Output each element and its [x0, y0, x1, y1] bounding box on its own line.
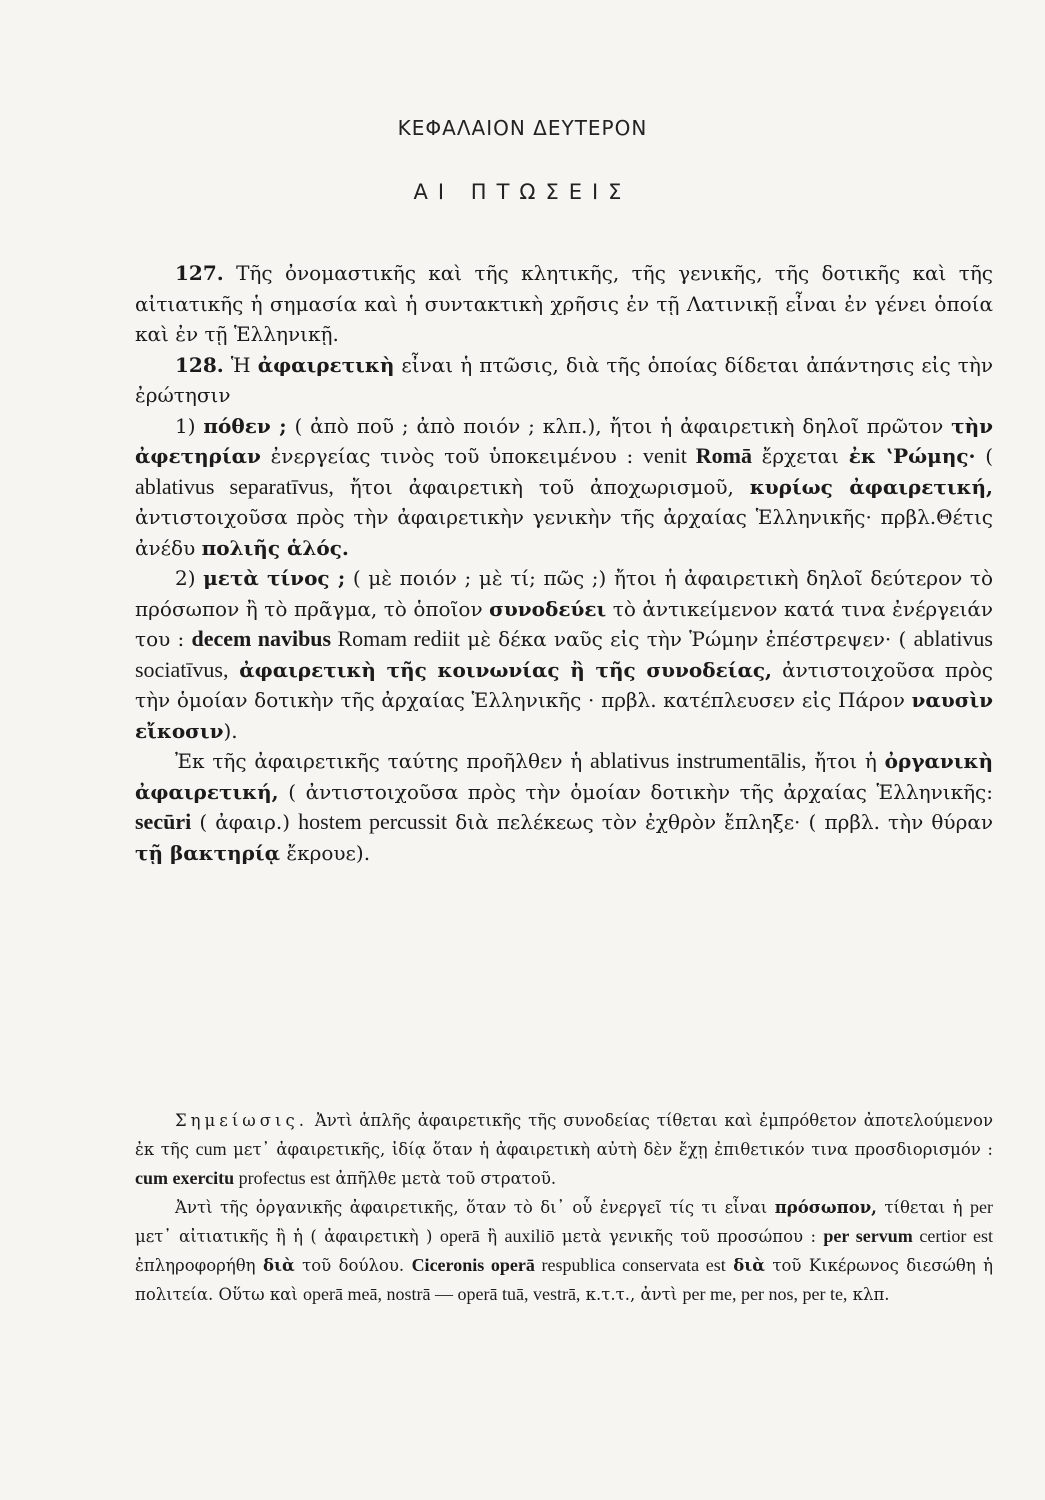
bold-term: ἐκ ʽΡώμης· [848, 444, 976, 468]
text: Ἐκ τῆς ἀφαιρετικῆς ταύτης προῆλθεν ἡ [175, 749, 591, 773]
latin-bold: decem navibus [191, 626, 332, 651]
paragraph-127 [135, 258, 993, 350]
paragraph-instrumental [135, 746, 993, 868]
text: ἐνεργείας τινὸς τοῦ ὑποκειμένου : [260, 444, 643, 468]
latin-text: ablativus sociatīvus, [135, 626, 993, 682]
latin-bold: per servum [823, 1226, 913, 1246]
text: Ἡ [223, 352, 258, 377]
latin-text: operā [439, 1226, 480, 1246]
bold-term: ναυσὶν εἴκοσιν [135, 688, 993, 743]
text: ἀντιστοιχοῦσα πρὸς τὴν ἀφαιρετικὴν γενικὴν τῆς ἀρχαίας Ἑλληνικῆς· πρβλ.Θέτις ἀνέδυ [135, 505, 993, 560]
note-block [135, 1106, 993, 1309]
text: ). [223, 718, 238, 743]
note-paragraph-2 [135, 1193, 993, 1309]
bold-term: πρόσωπον, [774, 1198, 877, 1217]
paragraph-number: 127. [175, 261, 224, 285]
chapter-heading: ΚΕΦΑΛΑΙΟΝ ΔΕΥΤΕΡΟΝ [397, 116, 648, 140]
text: Ἀντὶ ἁπλῆς ἀφαιρετικῆς τῆς συνοδείας τίθεται καὶ ἐμπρόθετον ἀποτελούμενον ἐκ τῆς [135, 1111, 993, 1159]
latin-text: per me, per nos, per te, [682, 1284, 848, 1304]
latin-text: ablativus separatīvus, [135, 473, 334, 499]
bold-term: συνοδεύει [489, 596, 607, 621]
text: μὲ δέκα ναῦς εἰς τὴν Ῥώμην ἐπέστρεψεν· ( [459, 627, 914, 651]
paragraph-number: 128. [175, 352, 224, 377]
latin-text: hostem percussit [298, 809, 448, 834]
text: ἤτοι ἡ [806, 749, 885, 773]
latin-text: ablativus instrumentālis, [590, 748, 807, 773]
latin-bold: cum exercitu [135, 1168, 235, 1188]
bold-term: πολιῆς ἁλός. [201, 535, 349, 560]
text: ἔκρουε). [280, 840, 371, 865]
bold-term: ἀφαιρετικὴ τῆς κοινωνίας ἢ τῆς συνοδείας, [228, 657, 772, 682]
text: κ.τ.τ., ἀντὶ [580, 1285, 683, 1304]
text: ( ἀπὸ ποῦ ; ἀπὸ ποιόν ; κλπ.), ἤτοι ἡ ἀφαιρετικὴ δηλοῖ πρῶτον [286, 413, 952, 438]
bold-term: κυρίως ἀφαιρετική, [749, 474, 993, 499]
bold-term: ὀργανικὴ ἀφαιρετική, [135, 749, 993, 804]
note-label: Σημείωσις. [175, 1111, 308, 1130]
text: μετὰ γενικῆς τοῦ προσώπου : [554, 1227, 824, 1246]
text: ἐπληροφορήθη [135, 1256, 263, 1275]
latin-text: certior est [912, 1226, 994, 1246]
bold-term: διὰ [733, 1256, 765, 1275]
text: διὰ πελέκεως τὸν ἐχθρὸν ἔπληξε· ( πρβλ. τὴν θύραν [447, 810, 994, 834]
latin-text: cum [195, 1139, 227, 1159]
text: ( [975, 444, 993, 468]
text: Τῆς ὀνομαστικῆς καὶ τῆς κλητικῆς, τῆς γενικῆς, τῆς δοτικῆς καὶ τῆς αἰτιατικῆς ἡ σημασία καὶ ἡ συντακτικὴ χρῆσις ἐν τῇ Λατινικῇ εἶναι ἐν γένει ὁποία καὶ ἐν τῇ Ἑλληνικῇ. [135, 261, 993, 346]
paragraph-128 [135, 350, 993, 411]
note-paragraph-1 [135, 1106, 993, 1193]
main-text [135, 258, 993, 868]
latin-bold: secūri [135, 809, 192, 834]
text: ( μὲ ποιόν ; μὲ τί; πῶς ;) ἤτοι ἡ ἀφαιρετικὴ δηλοῖ δεύτερον τὸ πρόσωπον ἢ τὸ πρᾶγμα, τὸ ὁποῖον [135, 566, 994, 621]
text: τίθεται ἡ [876, 1198, 970, 1217]
latin-text: auxiliō [504, 1226, 555, 1246]
text: ἀντιστοιχοῦσα πρὸς τὴν ὁμοίαν δοτικὴν τῆς ἀρχαίας Ἑλληνικῆς · πρβλ. κατέπλευσεν εἰς Πάρον [135, 657, 993, 712]
text: ἀπῆλθε μετὰ τοῦ στρατοῦ. [330, 1169, 557, 1188]
item-1 [135, 411, 993, 564]
latin-bold: Romā [695, 443, 752, 468]
text: κλπ. [847, 1285, 890, 1304]
text: μετ᾽ αἰτιατικῆς ἢ ἡ ( ἀφαιρετικὴ ) [135, 1227, 440, 1246]
text: Ἀντὶ τῆς ὀργανικῆς ἀφαιρετικῆς, ὅταν τὸ δι᾽ οὗ ἐνεργεῖ τίς τι εἶναι [175, 1198, 775, 1217]
text: εἶναι ἡ πτῶσις, διὰ τῆς ὁποίας δίδεται ἀπάντησις εἰς τὴν ἐρώτησιν [135, 352, 993, 407]
bold-term: τῇ βακτηρίᾳ [135, 840, 280, 865]
text: τοῦ Κικέρωνος διεσώθη ἡ πολιτεία. Οὕτω καὶ [135, 1256, 994, 1304]
text: ἢ [479, 1227, 505, 1246]
latin-text: Romam rediit [331, 626, 460, 651]
latin-text: respublica conservata est [534, 1255, 726, 1275]
item-2 [135, 563, 993, 746]
text: τὸ ἀντικείμενον κατά τινα ἐνέργειάν του : [135, 596, 994, 651]
text: μετ᾽ ἀφαιρετικῆς, ἰδίᾳ ὅταν ἡ ἀφαιρετικὴ αὐτὴ δὲν ἔχῃ ἐπιθετικόν τινα προσδιορισμόν : [226, 1140, 993, 1159]
bold-term: ἀφαιρετικὴ [257, 352, 395, 377]
bold-term: πόθεν ; [203, 413, 287, 438]
text: ( ἀφαιρ.) [191, 810, 299, 834]
bold-term: μετὰ τίνος ; [203, 566, 346, 590]
latin-bold: Ciceronis operā [411, 1255, 535, 1275]
bold-term: διὰ [262, 1256, 295, 1275]
latin-text: venit [642, 443, 696, 468]
text: ἤτοι ἀφαιρετικὴ τοῦ ἀποχωρισμοῦ, [333, 474, 750, 499]
section-heading: ΑΙ ΠΤΩΣΕΙΣ [413, 180, 632, 204]
text: ( ἀντιστοιχοῦσα πρὸς τὴν ὁμοίαν δοτικὴν τῆς ἀρχαίας Ἑλληνικῆς: [278, 779, 993, 804]
text: τοῦ δούλου. [294, 1256, 412, 1275]
latin-text: per [970, 1197, 993, 1217]
bold-term: τὴν ἀφετηρίαν [135, 413, 994, 468]
item-number: 1) [175, 413, 204, 438]
latin-text: profectus est [234, 1168, 331, 1188]
text: ἔρχεται [751, 444, 849, 468]
latin-text: operā meā, nostrā — operā tuā, vestrā, [303, 1284, 581, 1304]
item-number: 2) [175, 566, 204, 590]
